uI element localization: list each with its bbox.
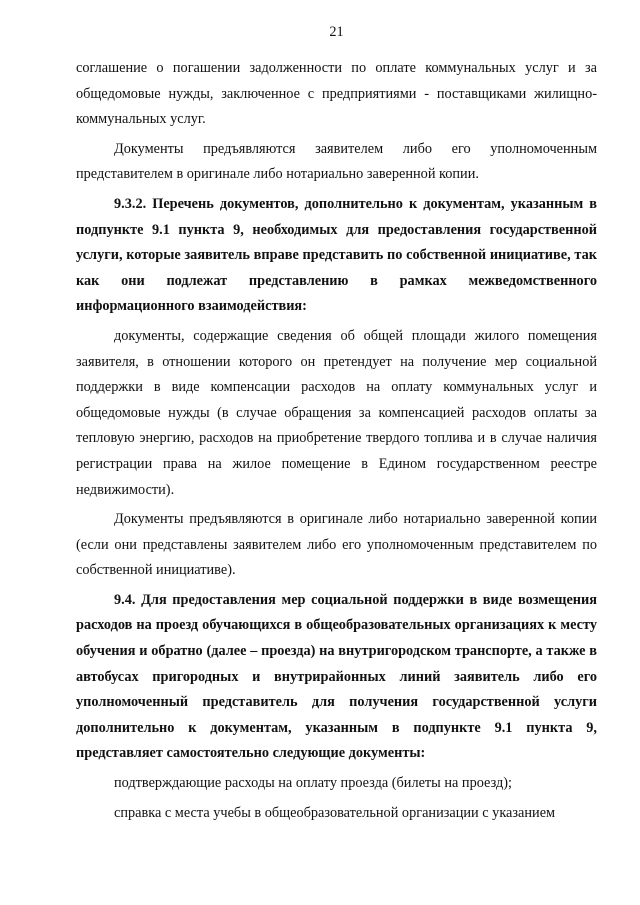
paragraph: документы, содержащие сведения об общей площади жилого помещения заявителя, в отношении которого он претендует на получение мер социальной поддержки в виде компенсации расходов на оплату коммунальных услуг и общедомовые нужды (в случае обращения за компенсацией расходов оплаты за тепловую энергию, расходов на приобретение твердого топлива и в случае наличия регистрации права на жилое помещение в Едином государственном реестре недвижимости). — [76, 327, 597, 498]
section-heading-9-3-2: 9.3.2. Перечень документов, дополнительно к документам, указанным в подпункте 9.1 пункта 9, необходимых для предоставления государственной услуги, которые заявитель вправе представить по собственной инициативе, так как они подлежат представлению в рамках межведомственного информационного взаимодействия: — [76, 195, 597, 315]
paragraph: справка с места учебы в общеобразовательной организации с указанием — [114, 804, 556, 821]
paragraph: подтверждающие расходы на оплату проезда (билеты на проезд); — [114, 775, 512, 792]
paragraph: соглашение о погашении задолженности по оплате коммунальных услуг и за общедомовые нужды, заключенное с предприятиями - поставщиками жилищно-коммунальных услуг. — [76, 60, 597, 128]
paragraph: Документы предъявляются заявителем либо его уполномоченным представителем в оригинале либо нотариально заверенной копии. — [76, 140, 597, 183]
section-heading-9-4: 9.4. Для предоставления мер социальной поддержки в виде возмещения расходов на проезд обучающихся в общеобразовательных организациях к месту обучения и обратно (далее – проезда) на внутригородском транспорте, а также в автобусах пригородных и внутрирайонных линий заявитель либо его уполномоченный представитель для получения государственной услуги дополнительно к документам, указанным в подпункте 9.1 пункта 9, представляет самостоятельно следующие документы: — [76, 591, 597, 762]
paragraph: Документы предъявляются в оригинале либо нотариально заверенной копии (если они представлены заявителем либо его уполномоченным представителем по собственной инициативе). — [76, 511, 597, 579]
page-number: 21 — [329, 24, 344, 40]
